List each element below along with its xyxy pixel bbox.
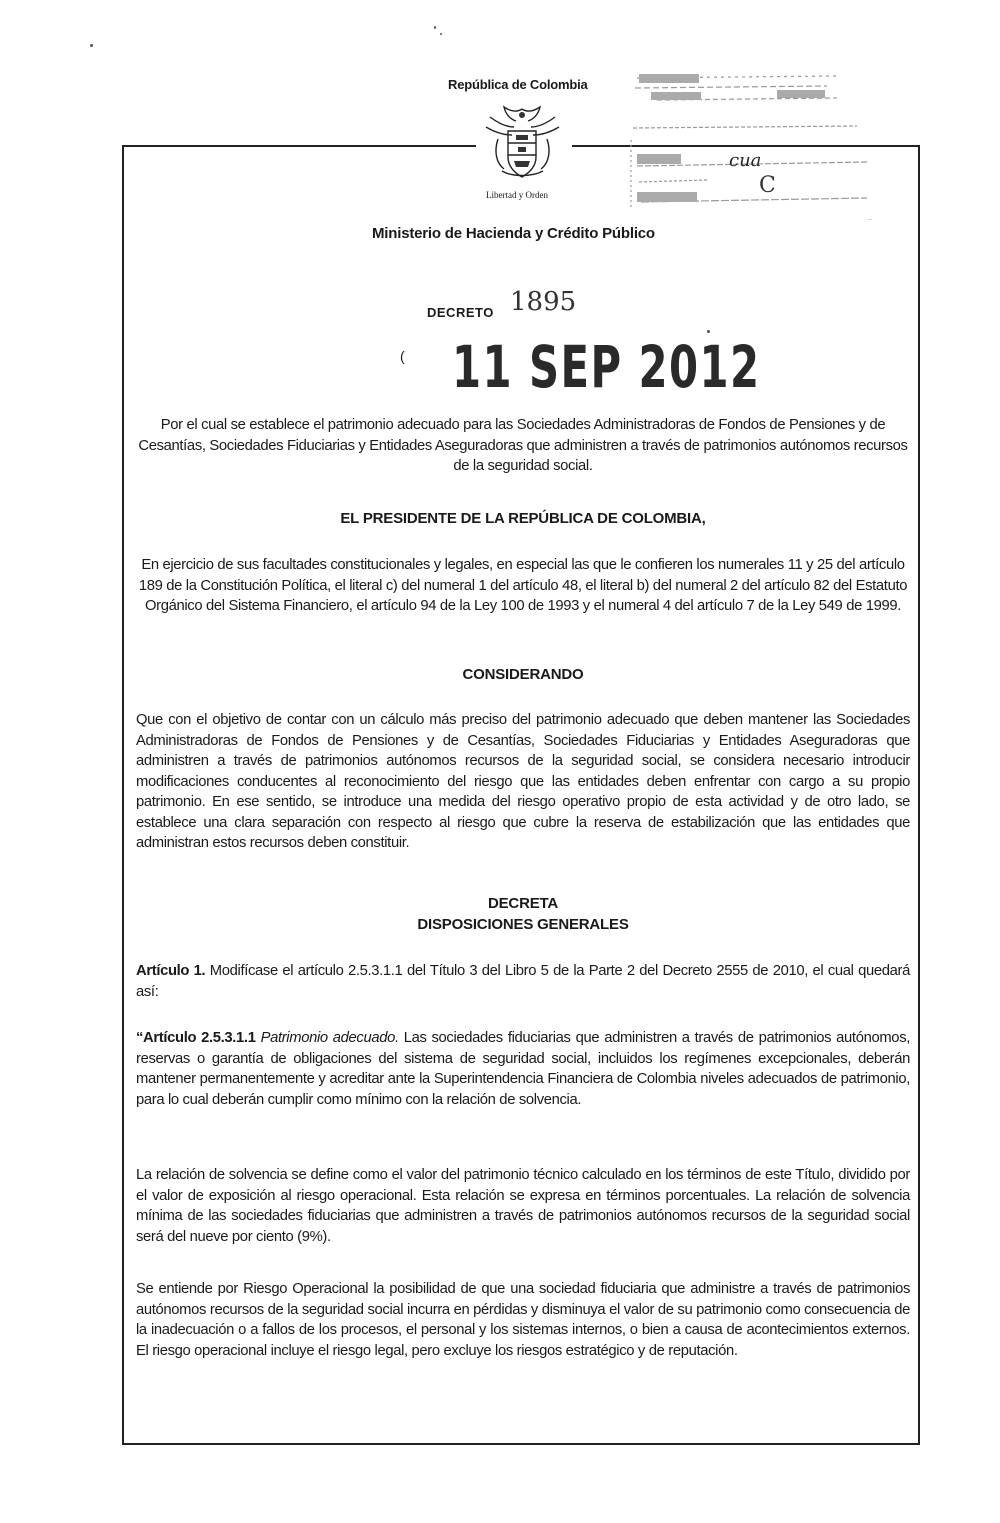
ministry-name: Ministerio de Hacienda y Crédito Público bbox=[372, 225, 655, 242]
president-heading: EL PRESIDENTE DE LA REPÚBLICA DE COLOMBIA, bbox=[340, 510, 706, 527]
riesgo-operacional-paragraph: Se entiende por Riesgo Operacional la posibilidad de que una sociedad fiduciaria que administre a través de patrimonios autónomos recursos de la seguridad social incurra en pérdidas y disminuya el valor de su patrimonio como consecuencia de la inadecuación o a fallos de los procesos, el personal y los sistemas internos, o bien a causa de acontecimientos externos. El riesgo operacional incluye el riesgo legal, pero excluye los riesgos estratégico y de reputación. bbox=[136, 1281, 910, 1359]
handwritten-initials: cua bbox=[729, 150, 762, 171]
article-1-text: Modifícase el artículo 2.5.3.1.1 del Título 3 del Libro 5 de la Parte 2 del Decreto 2555 de 2010, el cual quedará así: bbox=[136, 963, 910, 1000]
considerando-heading: CONSIDERANDO bbox=[462, 666, 584, 683]
decree-number: 1895 bbox=[510, 287, 577, 317]
country-name: República de Colombia bbox=[448, 77, 588, 92]
article-25311-italic-title: Patrimonio adecuado. bbox=[260, 1030, 399, 1046]
faculties-paragraph: En ejercicio de sus facultades constitucionales y legales, en especial las que le confieren los numerales 11 y 25 del artículo 189 de la Constitución Política, el literal c) del numeral 1 del artículo 48, el literal b) del numeral 2 del artículo 82 del Estatuto Orgánico del Sistema Financiero, el artículo 94 de la Ley 100 de 1993 y el numeral 4 del artículo 7 de la Ley 549 de 1999. bbox=[138, 557, 908, 614]
article-25311-text: Las sociedades fiduciarias que administren a través de patrimonios autónomos, reservas o garantía de obligaciones del sistema de seguridad social, incluidos los regímenes excepcionales, deberán mantener permanentemente y acreditar ante la Superintendencia Financiera de Colombia niveles adecuados de patrimonio, para lo cual deberán cumplir como mínimo con la relación de solvencia. bbox=[136, 1030, 911, 1108]
date-open-paren: ( bbox=[400, 348, 405, 364]
solvencia-paragraph: La relación de solvencia se define como el valor del patrimonio técnico calculado en los términos de este Título, dividido por el valor de exposición al riesgo operacional. Esta relación se expresa en términos porcentuales. La relación de solvencia mínima de las sociedades fiduciarias que administren a través de patrimonios autónomos recursos de la seguridad social será del nueve por ciento (9%). bbox=[136, 1167, 910, 1245]
motto: Libertad y Orden bbox=[486, 190, 548, 200]
decree-title: Por el cual se establece el patrimonio adecuado para las Sociedades Administradoras de Fondos de Pensiones y de Cesantías, Sociedades Fiduciarias y Entidades Aseguradoras que administren a través de patrimonios autónomos recursos de la seguridad social. bbox=[138, 417, 908, 474]
disposiciones-heading: DISPOSICIONES GENERALES bbox=[417, 916, 629, 933]
scan-speck bbox=[434, 26, 436, 29]
article-25311-paragraph bbox=[136, 1028, 910, 1110]
article-25311-label: “Artículo 2.5.3.1.1 bbox=[136, 1030, 256, 1046]
scan-speck bbox=[90, 44, 93, 47]
scan-speck bbox=[440, 33, 442, 35]
date-stamp: 11 SEP 2012 bbox=[452, 333, 761, 401]
decree-label: DECRETO bbox=[427, 305, 494, 320]
receipt-stamp bbox=[627, 70, 877, 220]
handwritten-mark: C bbox=[759, 173, 776, 198]
considerando-paragraph: Que con el objetivo de contar con un cálculo más preciso del patrimonio adecuado que deben mantener las Sociedades Administradoras de Fondos de Pensiones y de Cesantías, Sociedades Fiduciarias y Entidades Aseguradoras que administren a través de patrimonios autónomos recursos de la seguridad social, se considera necesario introducir modificaciones conducentes al reconocimiento del riesgo que las entidades deben enfrentar con cargo a su propio patrimonio. En ese sentido, se introduce una medida del riesgo operativo propio de esta actividad y de otro lado, se establece una clara separación con respecto al riesgo que cubre la reserva de estabilización que las entidades que administran estos recursos deben constituir. bbox=[136, 712, 910, 851]
article-1-paragraph bbox=[136, 961, 910, 1002]
decreta-heading: DECRETA bbox=[488, 895, 558, 912]
article-1-label: Artículo 1. bbox=[136, 963, 206, 979]
